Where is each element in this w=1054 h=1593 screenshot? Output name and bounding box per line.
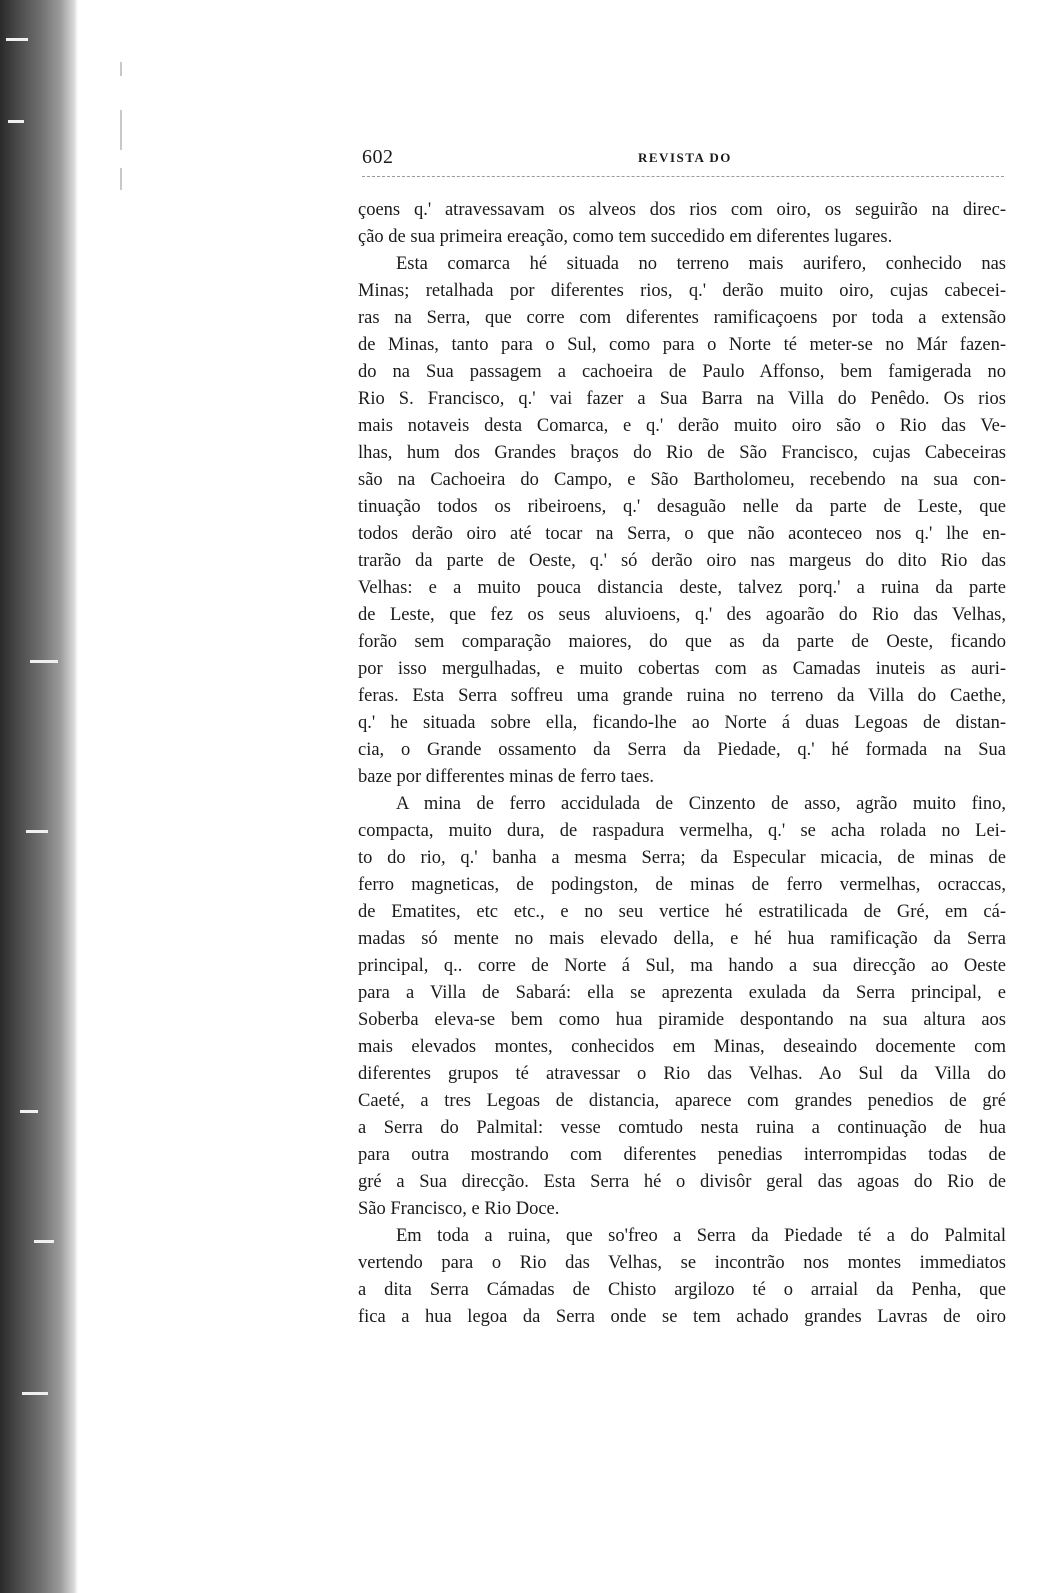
text-line: são na Cachoeira do Campo, e São Bartholomeu, recebendo na sua con-	[358, 470, 1006, 490]
text-line: para a Villa de Sabará: ella se aprezenta exulada da Serra principal, e	[358, 983, 1006, 1003]
spine-mark	[20, 1110, 38, 1113]
text-line: to do rio, q.' banha a mesma Serra; da Especular micacia, de minas de	[358, 848, 1006, 868]
spine-mark	[22, 1392, 48, 1395]
text-line: para outra mostrando com diferentes penedias interrompidas todas de	[358, 1145, 1006, 1165]
scan-artifact	[120, 62, 122, 76]
text-line: Em toda a ruina, que so'freo a Serra da Piedade té a do Palmital	[396, 1226, 1006, 1246]
text-line: madas só mente no mais elevado della, e hé hua ramificação da Serra	[358, 929, 1006, 949]
text-line: todos derão oiro até tocar na Serra, o que não aconteceo nos q.' lhe en-	[358, 524, 1006, 544]
text-line: trarão da parte de Oeste, q.' só derão oiro nas margeus do dito Rio das	[358, 551, 1006, 571]
text-line: de Minas, tanto para o Sul, como para o Norte té meter-se no Már fazen-	[358, 335, 1006, 355]
scan-artifact	[120, 110, 122, 150]
text-line: São Francisco, e Rio Doce.	[358, 1199, 560, 1219]
text-line: ferro magneticas, de podingston, de minas de ferro vermelhas, ocraccas,	[358, 875, 1006, 895]
page-header	[362, 146, 1004, 172]
page-number: 602	[362, 146, 394, 168]
book-spine-shadow	[0, 0, 78, 1593]
spine-mark	[26, 830, 48, 833]
text-line: fica a hua legoa da Serra onde se tem achado grandes Lavras de oiro	[358, 1307, 1006, 1327]
text-line: mais elevados montes, conhecidos em Minas, deseaindo docemente com	[358, 1037, 1006, 1057]
text-line: A mina de ferro accidulada de Cinzento de asso, agrão muito fino,	[396, 794, 1006, 814]
spine-mark	[8, 120, 24, 123]
text-line: cia, o Grande ossamento da Serra da Piedade, q.' hé formada na Sua	[358, 740, 1006, 760]
text-line: lhas, hum dos Grandes braços do Rio de São Francisco, cujas Cabeceiras	[358, 443, 1006, 463]
running-head: REVISTA DO	[638, 150, 732, 165]
text-line: feras. Esta Serra soffreu uma grande ruina no terreno da Villa do Caethe,	[358, 686, 1006, 706]
text-line: baze por differentes minas de ferro taes.	[358, 767, 655, 787]
text-line: de Ematites, etc etc., e no seu vertice hé estratilicada de Gré, em cá-	[358, 902, 1006, 922]
text-line: gré a Sua direcção. Esta Serra hé o divisôr geral das agoas do Rio de	[358, 1172, 1006, 1192]
text-line: tinuação todos os ribeiroens, q.' desaguão nelle da parte de Leste, que	[358, 497, 1006, 517]
header-rule	[362, 176, 1004, 177]
text-line: por isso mergulhadas, e muito cobertas com as Camadas inuteis as auri-	[358, 659, 1006, 679]
text-line: Esta comarca hé situada no terreno mais aurifero, conhecido nas	[396, 254, 1006, 274]
text-line: ção de sua primeira ereação, como tem succedido em diferentes lugares.	[358, 227, 893, 247]
text-line: a Serra do Palmital: vesse comtudo nesta ruina a continuação de hua	[358, 1118, 1006, 1138]
scan-artifact	[120, 168, 122, 190]
text-line: çoens q.' atravessavam os alveos dos rios com oiro, os seguirão na direc-	[358, 200, 1006, 220]
text-line: de Leste, que fez os seus aluvioens, q.' des agoarão do Rio das Velhas,	[358, 605, 1006, 625]
text-line: a dita Serra Cámadas de Chisto argilozo té o arraial da Penha, que	[358, 1280, 1006, 1300]
text-line: Velhas: e a muito pouca distancia deste, talvez porq.' a ruina da parte	[358, 578, 1006, 598]
text-line: vertendo para o Rio das Velhas, se incontrão nos montes immediatos	[358, 1253, 1006, 1273]
text-line: Rio S. Francisco, q.' vai fazer a Sua Barra na Villa do Penêdo. Os rios	[358, 389, 1006, 409]
text-line: Soberba eleva-se bem como hua piramide despontando na sua altura aos	[358, 1010, 1006, 1030]
text-line: principal, q.. corre de Norte á Sul, ma hando a sua direcção ao Oeste	[358, 956, 1006, 976]
text-line: do na Sua passagem a cachoeira de Paulo Affonso, bem famigerada no	[358, 362, 1006, 382]
text-line: ras na Serra, que corre com diferentes ramificaçoens por toda a extensão	[358, 308, 1006, 328]
text-line: Minas; retalhada por diferentes rios, q.' derão muito oiro, cujas cabecei-	[358, 281, 1006, 301]
spine-mark	[30, 660, 58, 663]
text-line: forão sem comparação maiores, do que as da parte de Oeste, ficando	[358, 632, 1006, 652]
body-text	[358, 197, 1006, 1331]
text-line: Caeté, a tres Legoas de distancia, aparece com grandes penedios de gré	[358, 1091, 1006, 1111]
text-line: compacta, muito dura, de raspadura vermelha, q.' se acha rolada no Lei-	[358, 821, 1006, 841]
text-line: q.' he situada sobre ella, ficando-lhe ao Norte á duas Legoas de distan-	[358, 713, 1006, 733]
text-line: mais notaveis desta Comarca, e q.' derão muito oiro são o Rio das Ve-	[358, 416, 1006, 436]
spine-mark	[6, 38, 28, 41]
spine-mark	[34, 1240, 54, 1243]
text-line: diferentes grupos té atravessar o Rio das Velhas. Ao Sul da Villa do	[358, 1064, 1006, 1084]
